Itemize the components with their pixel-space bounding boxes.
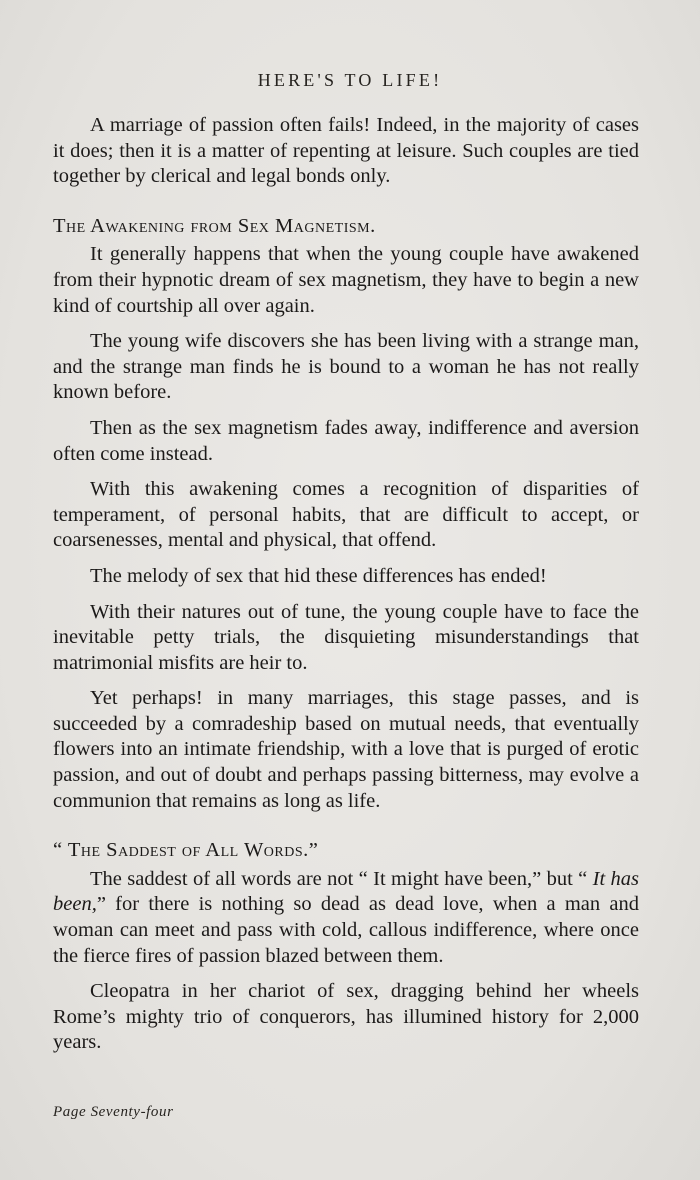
section-heading-saddest-words: “ The Saddest of All Words.” (53, 839, 319, 862)
section-heading-awakening: The Awakening from Sex Magnetism. (53, 214, 376, 237)
running-head: HERE'S TO LIFE! (257, 70, 443, 90)
page-number: Page Seventy-four (53, 1104, 174, 1120)
body-paragraph: Then as the sex magnetism fades away, indifference and aversion often come instead. (53, 416, 639, 465)
body-paragraph: It generally happens that when the young couple have awakened from their hypnotic dream of sex magnetism, they have to begin a new kind of courtship all over again. (53, 243, 639, 317)
body-paragraph (53, 867, 639, 969)
body-paragraph: With their natures out of tune, the young couple have to face the inevitable petty trials, the disquieting misunderstandings that matrimonial misfits are heir to. (53, 600, 639, 674)
body-paragraph: The young wife discovers she has been living with a strange man, and the strange man finds he is bound to a woman he has not really known before. (53, 330, 639, 404)
page-body (53, 113, 639, 1066)
body-paragraph: With this awakening comes a recognition of disparities of temperament, of personal habits, that are difficult to accept, or coarsenesses, mental and physical, that offend. (53, 478, 639, 552)
body-paragraph: Cleopatra in her chariot of sex, dragging behind her wheels Rome’s mighty trio of conquerors, has illumined history for 2,000 years. (53, 980, 639, 1054)
intro-paragraph: A marriage of passion often fails! Indeed, in the majority of cases it does; then it is a matter of repenting at leisure. Such couples are tied together by clerical and legal bonds only. (53, 114, 639, 188)
text-run: The saddest of all words are not “ It might have been,” but “ (90, 867, 593, 890)
body-paragraph: The melody of sex that hid these differences has ended! (90, 564, 547, 587)
italic-quote: It has been, (53, 867, 639, 916)
body-paragraph: Yet perhaps! in many marriages, this stage passes, and is succeeded by a comradeship based on mutual needs, that eventually flowers into an intimate friendship, with a love that is purged of erotic passion, and out of doubt and perhaps passing bitterness, may evolve a communion that remains as long as life. (53, 687, 639, 812)
text-run: ” for there is nothing so dead as dead love, when a man and woman can meet and pass with cold, callous indifference, where once the fierce fires of passion blazed between them. (53, 893, 639, 967)
